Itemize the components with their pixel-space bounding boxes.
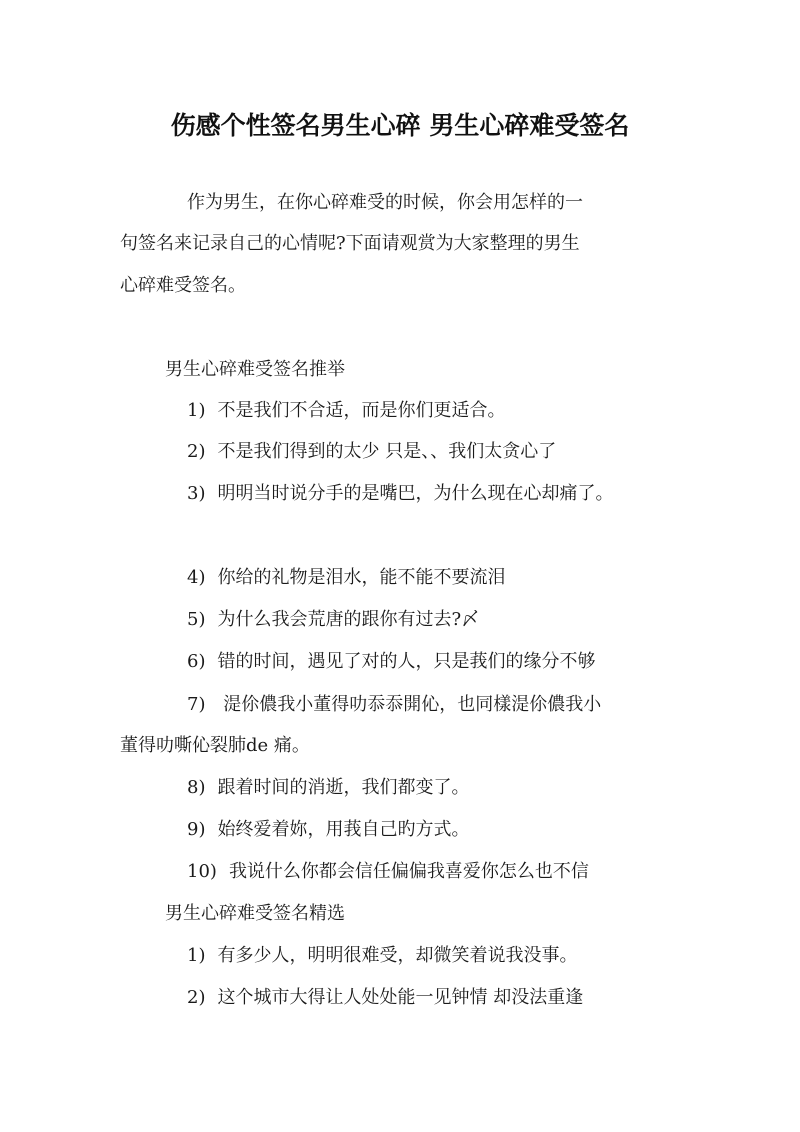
item-number: 7) (187, 694, 206, 715)
item-text: 不是我们得到的太少 只是、、我们太贪心了 (217, 441, 557, 462)
item-text: 你给的礼物是泪水，能不能不要流泪 (217, 567, 506, 588)
list-item (187, 693, 601, 717)
section-heading: 男生心碎难受签名精选 (165, 903, 345, 924)
list-item (187, 440, 556, 464)
item-text: 跟着时间的消逝，我们都变了。 (217, 777, 470, 798)
item-number: 10) (187, 861, 217, 882)
item-number: 6) (187, 651, 206, 672)
item-text: 不是我们不合适，而是你们更适合。 (217, 400, 506, 421)
item-text: 我说什么你都会信任偏偏我喜爱你怎么也不信 (228, 861, 589, 882)
item-number: 1) (187, 945, 206, 966)
item-text: 始终爱着妳，用莪自己旳方式。 (217, 819, 470, 840)
item-text: 明明当时说分手的是嘴巴，为什么现在心却痛了。 (217, 483, 614, 504)
item-text: 董得叻嘶伈裂肺de 痛。 (120, 735, 310, 756)
item-text: 为什么我会荒唐的跟你有过去?〆 (217, 609, 480, 630)
item-number: 8) (187, 777, 206, 798)
item-number: 2) (187, 441, 206, 462)
item-text: 错的时间，遇见了对的人，只是莪们的缘分不够 (217, 651, 596, 672)
item-number: 5) (187, 609, 206, 630)
list-item (187, 608, 479, 632)
section-heading: 男生心碎难受签名推举 (165, 359, 345, 380)
item-text: 这个城市大得让人处处能一见钟情 却没法重逢 (217, 987, 584, 1008)
list-item (187, 944, 577, 968)
item-number: 4) (187, 567, 206, 588)
item-number: 3) (187, 483, 206, 504)
item-text: 有多少人，明明很难受，却微笑着说我没事。 (217, 945, 578, 966)
list-item (187, 860, 589, 884)
intro-line: 句签名来记录自己的心情呢?下面请观赏为大家整理的男生 (120, 233, 580, 254)
list-item (187, 399, 505, 423)
item-number: 9) (187, 819, 206, 840)
page-title: 伤感个性签名男生心碎 男生心碎难受签名 (170, 111, 630, 140)
intro-line: 心碎难受签名。 (120, 275, 246, 296)
list-item (187, 776, 469, 800)
list-item (187, 650, 595, 674)
list-item (187, 566, 505, 590)
item-number: 1) (187, 400, 206, 421)
item-text: 湜伱儂我小董得叻忝忝開伈，也同樣湜伱儂我小 (217, 694, 602, 715)
list-item (187, 818, 469, 842)
list-item (187, 986, 583, 1010)
item-number: 2) (187, 987, 206, 1008)
intro-line: 作为男生，在你心碎难受的时候，你会用怎样的一 (187, 192, 583, 213)
list-item-continuation (120, 734, 310, 758)
list-item (187, 482, 613, 506)
